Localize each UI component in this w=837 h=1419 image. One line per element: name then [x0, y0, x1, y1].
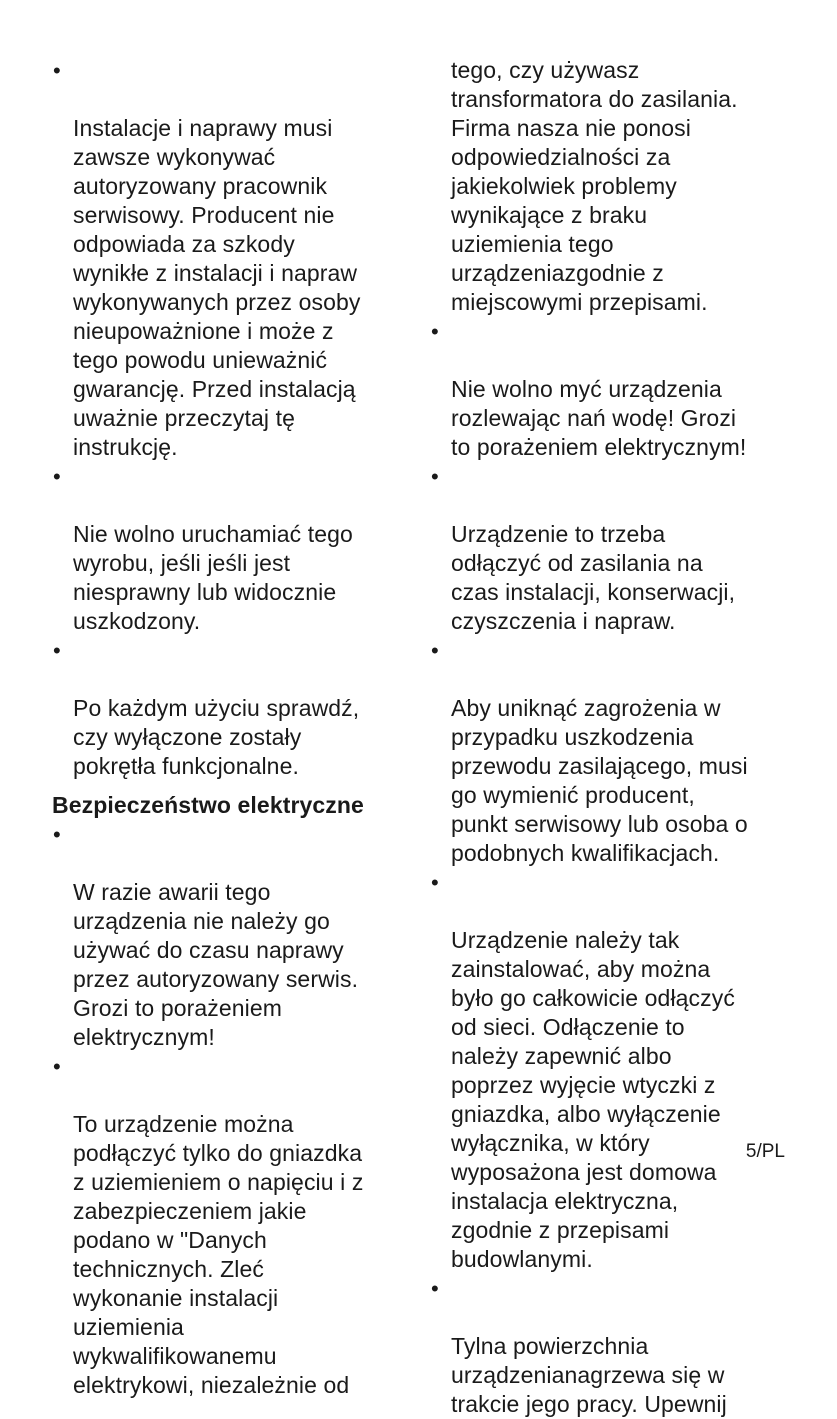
list-item-text: Nie wolno myć urządzenia rozlewając nań wodę! Grozi to porażeniem elektrycznym! [451, 376, 747, 460]
bullet-icon: • [53, 464, 61, 489]
bullet-icon: • [431, 464, 439, 489]
list-item [52, 462, 392, 636]
list-item-text: Urządzenie należy tak zainstalować, aby można było go całkowicie odłączyć od sieci. Odłączenie to należy zapewnić albo poprzez wyjęcie wtyczki z gniazdka, albo wyłączenie wyłącznika, w który wyposażona jest domowa instalacja elektryczna, zgodnie z przepisami budowlanymi. [451, 927, 735, 1272]
bullet-icon: • [431, 870, 439, 895]
list-item [430, 1274, 790, 1419]
continuation-text: tego, czy używasz transformatora do zasilania. Firma nasza nie ponosi odpowiedzialności za jakiekolwiek problemy wynikające z braku uziemienia tego urządzeniazgodnie z miejscowymi przepisami. [451, 57, 738, 315]
list-item [430, 636, 790, 868]
list-item [52, 820, 392, 1052]
list-item [430, 462, 790, 636]
bullet-icon: • [431, 1276, 439, 1301]
bullet-icon: • [53, 1054, 61, 1079]
section-heading: Bezpieczeństwo elektryczne [52, 792, 364, 818]
left-column [52, 56, 392, 1400]
list-item-text: Aby uniknąć zagrożenia w przypadku uszkodzenia przewodu zasilającego, musi go wymienić producent, punkt serwisowy lub osoba o podobnych kwalifikacjach. [451, 695, 748, 866]
list-item-text: To urządzenie można podłączyć tylko do gniazdka z uziemieniem o napięciu i z zabezpieczeniem jakie podano w "Danych technicznych. Zleć wykonanie instalacji uziemienia wykwalifikowanemu elektrykowi, niezależnie od [73, 1111, 364, 1398]
bullet-icon: • [53, 822, 61, 847]
list-item [430, 317, 790, 462]
list-item [52, 1052, 392, 1400]
bullet-icon: • [53, 638, 61, 663]
list-item-text: Nie wolno uruchamiać tego wyrobu, jeśli jeśli jest niesprawny lub widocznie uszkodzony. [73, 521, 353, 634]
list-item-text: Instalacje i naprawy musi zawsze wykonywać autoryzowany pracownik serwisowy. Producent nie odpowiada za szkody wynikłe z instalacji i napraw wykonywanych przez osoby nieupoważnione i może z tego powodu unieważnić gwarancję. Przed instalacją uważnie przeczytaj tę instrukcję. [73, 115, 361, 460]
list-item [52, 636, 392, 781]
list-item-text: Tylna powierzchnia urządzenianagrzewa się w trakcie jego pracy. Upewnij [451, 1333, 727, 1417]
list-item-text: W razie awarii tego urządzenia nie należy go używać do czasu naprawy przez autoryzowany serwis. Grozi to porażeniem elektrycznym! [73, 879, 359, 1050]
list-item-text: Po każdym użyciu sprawdź, czy wyłączone zostały pokrętła funkcjonalne. [73, 695, 360, 779]
right-column [430, 56, 790, 1419]
page-number: 5/PL [745, 1141, 785, 1162]
bullet-icon: • [431, 638, 439, 663]
list-item [52, 56, 392, 462]
bullet-icon: • [53, 58, 61, 83]
list-item-text: Urządzenie to trzeba odłączyć od zasilania na czas instalacji, konserwacji, czyszczenia i napraw. [451, 521, 736, 634]
list-item [430, 868, 790, 1274]
bullet-icon: • [431, 319, 439, 344]
